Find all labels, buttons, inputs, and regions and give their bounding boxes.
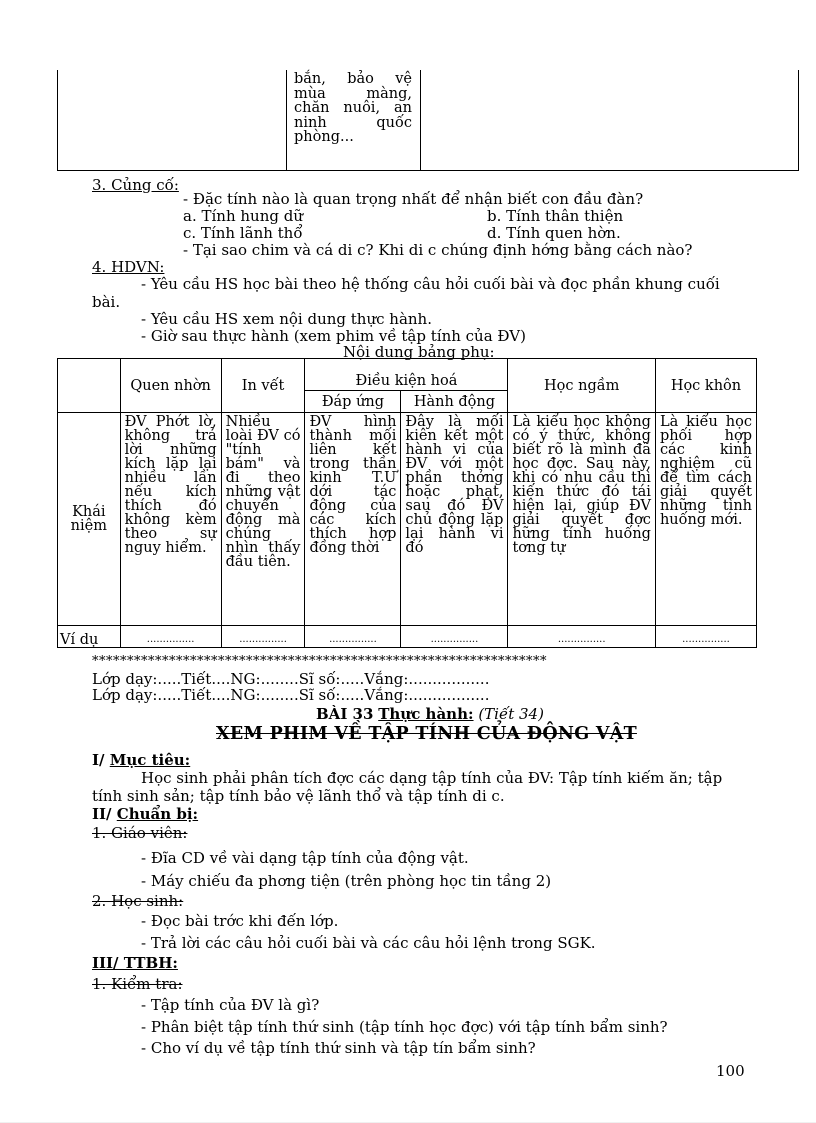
muc-tieu-text-2: tính sinh sản; tập tính bảo vệ lãnh thổ và tập tính di c. xyxy=(92,787,505,805)
hdvn-line-1b: bài. xyxy=(92,293,121,311)
cell-hoc-khon: Là kiểu học phối hợp các kinh nghiệm cũ để tìm cách giải quyết những tình huống mới. xyxy=(655,413,756,626)
option-d: d. Tính quen hờn. xyxy=(487,224,621,242)
top-table-cell: bắn, bảo vệ mùa màng, chăn nuôi, an ninh quốc phòng... xyxy=(294,71,412,145)
header-dap-ung: Đáp ứng xyxy=(305,391,401,413)
hoc-sinh-item-1: - Đọc bài trớc khi đến lớp. xyxy=(141,912,339,930)
header-hoc-khon: Học khôn xyxy=(655,359,756,413)
section-chuan-bi-label: II/ xyxy=(92,805,112,823)
row-vi-du-label: Ví dụ xyxy=(58,626,121,648)
vi-du-dots-5: ............... xyxy=(508,626,655,648)
cell-dap-ung: ĐV hình thành mối liên kết trong thần kinh T.Ư dới tác động của các kích thích hợp đồng thời xyxy=(305,413,401,626)
section-cung-co-heading: 3. Củng cố: xyxy=(92,176,179,194)
header-quen-nhon: Quen nhờn xyxy=(120,359,221,413)
muc-tieu-text-1: Học sinh phải phân tích đợc các dạng tập tính của ĐV: Tập tính kiếm ăn; tập xyxy=(141,769,723,787)
option-a: a. Tính hung dữ xyxy=(183,207,303,225)
header-dieu-kien-hoa: Điều kiện hoá xyxy=(305,359,508,391)
section-muc-tieu-label: I/ xyxy=(92,751,105,769)
option-b: b. Tính thân thiện xyxy=(487,207,624,225)
hdvn-line-1: - Yêu cầu HS học bài theo hệ thống câu hỏi cuối bài và đọc phần khung cuối xyxy=(141,275,720,293)
lesson-heading xyxy=(316,705,544,723)
header-in-vet: In vết xyxy=(221,359,305,413)
giao-vien-item-2: - Máy chiếu đa phơng tiện (trên phòng học tin tầng 2) xyxy=(141,872,552,890)
kiem-tra-item-2: - Phân biệt tập tính thứ sinh (tập tính học đợc) với tập tính bẩm sinh? xyxy=(141,1018,668,1036)
lesson-number: BÀI 33 xyxy=(316,705,374,723)
top-table-divider-2 xyxy=(420,70,421,170)
header-hanh-dong: Hành động xyxy=(401,391,508,413)
top-table xyxy=(57,70,799,171)
class-line-1: Lớp dạy:.....Tiết....NG:........Sĩ số:.....Vắng:................. xyxy=(92,670,490,688)
vi-du-dots-3: ............... xyxy=(305,626,401,648)
giao-vien-item-1: - Đĩa CD về vài dạng tập tính của động vật. xyxy=(141,849,469,867)
header-hoc-ngam: Học ngầm xyxy=(508,359,655,413)
lesson-period: (Tiết 34) xyxy=(478,705,544,723)
cell-hanh-dong: Đây là mối kiên kết một hành vi của ĐV với một phần thởng hoặc phạt, sau đó ĐV chủ động lặp lại hành vi đó xyxy=(401,413,508,626)
board-title: Nội dung bảng phụ: xyxy=(343,343,495,361)
hdvn-line-3: - Giờ sau thực hành (xem phim về tập tính của ĐV) xyxy=(141,327,526,345)
section-chuan-bi xyxy=(92,805,198,823)
giao-vien-heading: 1. Giáo viên: xyxy=(92,824,188,842)
question-2: - Tại sao chim và cá di c? Khi di c chúng định hớng bằng cách nào? xyxy=(183,241,693,259)
top-table-divider-1 xyxy=(286,70,287,170)
cell-hoc-ngam: Là kiểu học không có ý thức, không biết rõ là mình đã học đợc. Sau này, khi có nhu cầu thì kiến thức đó tái hiện lại, giúp ĐV giải quyết đợc hững tính huống tơng tự xyxy=(508,413,655,626)
section-muc-tieu-heading: Mục tiêu: xyxy=(109,751,191,769)
header-empty xyxy=(58,359,121,413)
kiem-tra-heading: 1. Kiểm tra: xyxy=(92,975,183,993)
option-c: c. Tính lãnh thổ xyxy=(183,224,303,242)
section-muc-tieu xyxy=(92,751,190,769)
page-number: 100 xyxy=(716,1062,745,1080)
hdvn-line-2: - Yêu cầu HS xem nội dung thực hành. xyxy=(141,310,432,328)
vi-du-dots-1: ............... xyxy=(120,626,221,648)
hoc-sinh-item-2: - Trả lời các câu hỏi cuối bài và các câu hỏi lệnh trong SGK. xyxy=(141,934,596,952)
hoc-sinh-heading: 2. Học sinh: xyxy=(92,892,184,910)
section-chuan-bi-heading: Chuẩn bị: xyxy=(116,805,199,823)
lesson-type: Thực hành: xyxy=(378,705,474,723)
section-ttbh-heading: III/ TTBH: xyxy=(92,954,178,972)
question-1: - Đặc tính nào là quan trọng nhất để nhận biết con đầu đàn? xyxy=(183,190,644,208)
star-separator: ***************************************************************** xyxy=(92,654,547,669)
section-hdvn-heading: 4. HDVN: xyxy=(92,258,165,276)
vi-du-dots-6: ............... xyxy=(655,626,756,648)
vi-du-dots-4: ............... xyxy=(401,626,508,648)
lesson-title: XEM PHIM VỀ TẬP TÍNH CỦA ĐỘNG VẬT xyxy=(216,724,637,744)
kiem-tra-item-3: - Cho ví dụ về tập tính thứ sinh và tập tín bẩm sinh? xyxy=(141,1039,536,1057)
row-khai-niem-label: Khái niệm xyxy=(58,413,121,626)
kiem-tra-item-1: - Tập tính của ĐV là gì? xyxy=(141,996,320,1014)
class-line-2: Lớp dạy:.....Tiết....NG:........Sĩ số:.....Vắng:................. xyxy=(92,686,490,704)
vi-du-dots-2: ............... xyxy=(221,626,305,648)
cell-in-vet: Nhiều loài ĐV có "tính bám" và đi theo những vật chuyển động mà chúng nhìn thấy đầu tiên. xyxy=(221,413,305,626)
board-table xyxy=(57,358,757,648)
cell-quen-nhon: ĐV Phớt lờ, không trả lời những kích lặp lại nhiều lần nếu kích thích đó không kèm theo sự nguy hiểm. xyxy=(120,413,221,626)
